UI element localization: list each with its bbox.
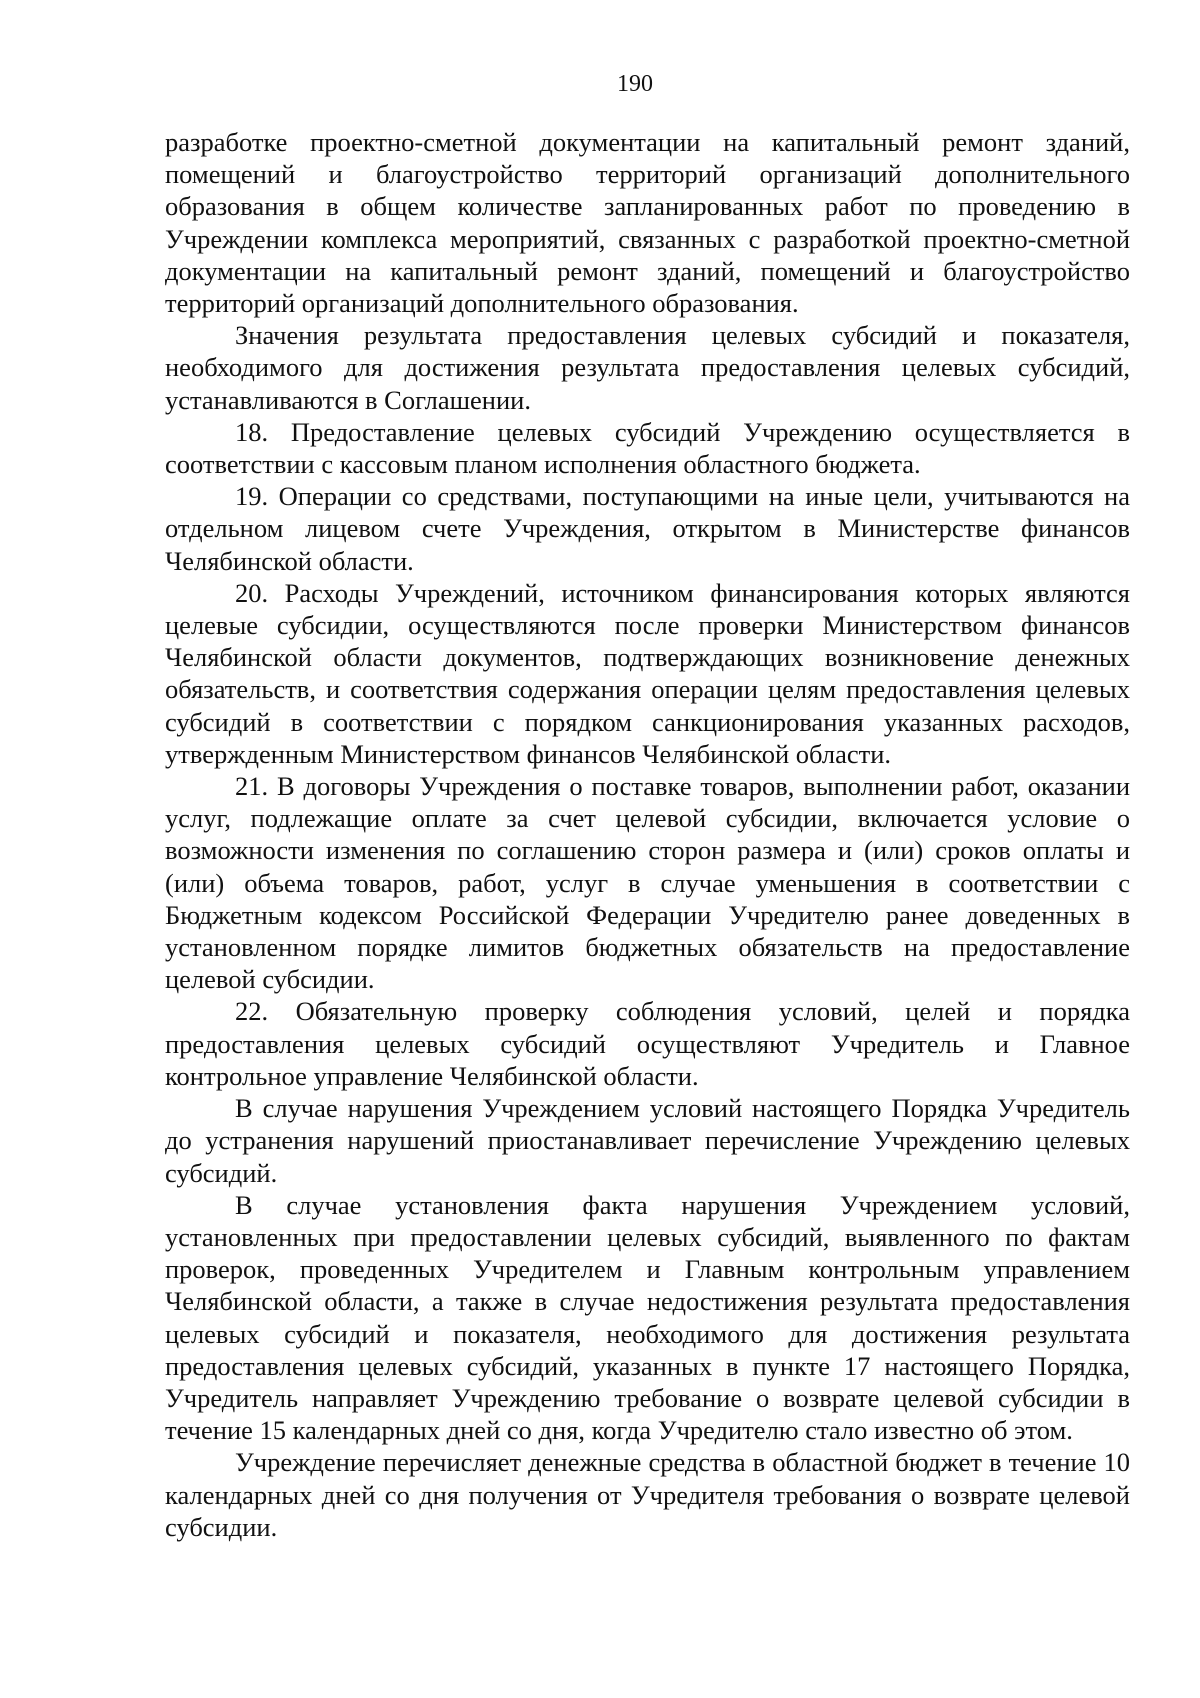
paragraph-continuation: разработке проектно-сметной документации на капитальный ремонт зданий, помещений и благоустройство территорий организаций дополнительного образования в общем количестве запланированных работ по проведению в Учреждении комплекса мероприятий, связанных с разработкой проектно-сметной документации на капитальный ремонт зданий, помещений и благоустройство территорий организаций дополнительного образования. — [165, 127, 1130, 319]
paragraph-item-19: 19. Операции со средствами, поступающими на иные цели, учитываются на отдельном лицевом счете Учреждения, открытом в Министерстве финансов Челябинской области. — [165, 481, 1130, 576]
paragraph-item-20: 20. Расходы Учреждений, источником финансирования которых являются целевые субсидии, осуществляются после проверки Министерством финансов Челябинской области документов, подтверждающих возникновение денежных обязательств, и соответствия содержания операции целям предоставления целевых субсидий в соответствии с порядком санкционирования указанных расходов, утвержденным Министерством финансов Челябинской области. — [165, 577, 1130, 769]
paragraph-result-values: Значения результата предоставления целевых субсидий и показателя, необходимого для достижения результата предоставления целевых субсидий, устанавливаются в Соглашении. — [165, 320, 1130, 415]
paragraph-item-18: 18. Предоставление целевых субсидий Учреждению осуществляется в соответствии с кассовым планом исполнения областного бюджета. — [165, 416, 1130, 480]
paragraph-violation-suspension: В случае нарушения Учреждением условий настоящего Порядка Учредитель до устранения нарушений приостанавливает перечисление Учреждению целевых субсидий. — [165, 1093, 1130, 1188]
paragraph-return-requirement: В случае установления факта нарушения Учреждением условий, установленных при предоставлении целевых субсидий, выявленного по фактам проверок, проведенных Учредителем и Главным контрольным управлением Челябинской области, а также в случае недостижения результата предоставления целевых субсидий и показателя, необходимого для достижения результата предоставления целевых субсидий, указанных в пункте 17 настоящего Порядка, Учредитель направляет Учреждению требование о возврате целевой субсидии в течение 15 календарных дней со дня, когда Учредителю стало известно об этом. — [165, 1189, 1130, 1446]
page-number: 190 — [617, 71, 653, 97]
document-body — [165, 126, 1130, 1543]
paragraph-item-21: 21. В договоры Учреждения о поставке товаров, выполнении работ, оказании услуг, подлежащие оплате за счет целевой субсидии, включается условие о возможности изменения по соглашению сторон размера и (или) сроков оплаты и (или) объема товаров, работ, услуг в случае уменьшения в соответствии с Бюджетным кодексом Российской Федерации Учредителю ранее доведенных в установленном порядке лимитов бюджетных обязательств на предоставление целевой субсидии. — [165, 771, 1130, 995]
paragraph-item-22: 22. Обязательную проверку соблюдения условий, целей и порядка предоставления целевых субсидий осуществляют Учредитель и Главное контрольное управление Челябинской области. — [165, 996, 1130, 1091]
paragraph-funds-transfer: Учреждение перечисляет денежные средства в областной бюджет в течение 10 календарных дней со дня получения от Учредителя требования о возврате целевой субсидии. — [165, 1447, 1130, 1542]
